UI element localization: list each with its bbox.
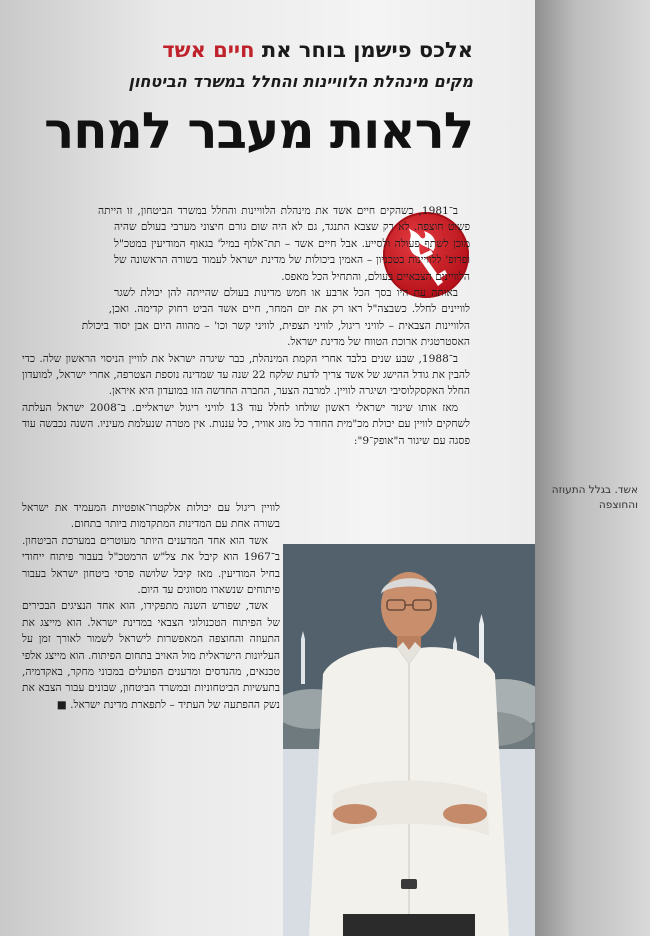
article-body-top [22, 203, 470, 449]
kicker-main: אלכס פישמן בוחר את [261, 38, 473, 62]
kicker-line [13, 38, 473, 62]
logo-wrap-spacer [22, 203, 114, 327]
paragraph-5: לוויין ריגול עם יכולות אלקטרו־אופטיות המעמיד את ישראל בשורה אחת עם המדינות המתקדמות ביותר בתחום. [22, 502, 280, 531]
portrait-photo [283, 544, 535, 936]
paragraph-6: אשד הוא אחד המדענים היותר מעוטרים במערכת הביטחון. ב־1967 הוא קיבל את צל"ש הרמטכ"ל בעבור פיתוח ייחודי בחיל המודיעין. מאז קיבל שלושה פרסי ביטחון ישראל בעבור פיתוחים שנשארו מסווגים עד היום. [22, 534, 280, 597]
paragraph-3: ב־1988, שבע שנים בלבד אחרי הקמת המינהלת, כבר שיגרה ישראל את לוויין הניסוי הראשון שלה. כדי להבין את גודל ההישג של אשד צריך לדעת שלקח 22 שנה עד שמדינה נוספת הצטרפה, אחרי ישראל, למועדון החלל האקסקלוסיבי ושיגרה לוויין. למרבה הצער, החברה החדשה הזו במועדון היא איראן. [22, 352, 470, 398]
paragraph-7: אשד, שפורש השנה מתפקידו, הוא אחד הנציגים הבכירים של הפיתוח הטכנולוגי הצבאי במדינת ישראל. הוא מייצג את התעוזה והחוצפה המאפשרות לישראל לשמור לאורך זמן על העליונות הישראלית מול האויב בתחום הפיתוח. הוא מייצג אלפי טכנאים, מהנדסים ומדענים הפועלים במכוני מחקר, באקדמיה, בתעשיות הביטחוניות ובמשרד הביטחון, שבונים עבור הצבא את נשק ההפתעה של העתיד – לתפארת מדינת ישראל. ■ [22, 600, 280, 711]
paragraph-2: באותה עת היו בסך הכל ארבע או חמש מדינות בעולם שהייתה להן יכולת לשגר לוויינים לחלל. כשבצה"ל ראו רק את יום המחר, חיים אשד הביט רחוק קדימה. ואכן, הלוויינות הצבאית – לוויני ריגול, לוויני תצפית, לוויני קשר וכו' – מהווה היום אבן יסוד ביכולת האסטרטגית ארוכת הטווח של מדינת ישראל. [81, 287, 470, 349]
article-headline: לראות מעבר למחר [44, 102, 473, 160]
sidebar-strip [535, 0, 650, 936]
article-body-narrow [22, 500, 280, 713]
subkicker: מקים מינהלת הלוויינות והחלל במשרד הביטחון [128, 72, 473, 91]
paragraph-1: ב־1981, כשהקים חיים אשד את מינהלת הלוויינות והחלל במשרד הביטחון, זו הייתה פשוט חוצפה. לא רק שצבא התנגד, גם לא היה שום גורם חיצוני מערבי בעולם שהיה מוכן לשתף פעולה ולסייע. אבל חיים אשד – תת־אלוף במיל' בגאוף המודיעין במטכ"ל ופרופ' ללוויינות בטכניון – האמין ביכולות של מדינת ישראל לעמוד בשורה הראשונה של הלוויינים הצבאיים בעולם, והתחיל הכל מאפס. [98, 205, 470, 283]
paragraph-4: מאז אותו שיגור ישראלי ראשון שולחו לחלל עוד 13 לוויני ריגול ישראליים. ב־2008 ישראל העלתה לשחקים לוויין עם יכולת מכ"מית החודר כל מזג אוויר, כל עננות. אין מטרה שנעלמת מעיניו. השנה נכבשה עוד פסגה עם שיגור ה"אופק־9": [22, 401, 470, 447]
photo-caption: אשד. בגלל התעוזה והחוצפה [551, 484, 638, 511]
kicker-name: חיים אשד [162, 38, 255, 62]
